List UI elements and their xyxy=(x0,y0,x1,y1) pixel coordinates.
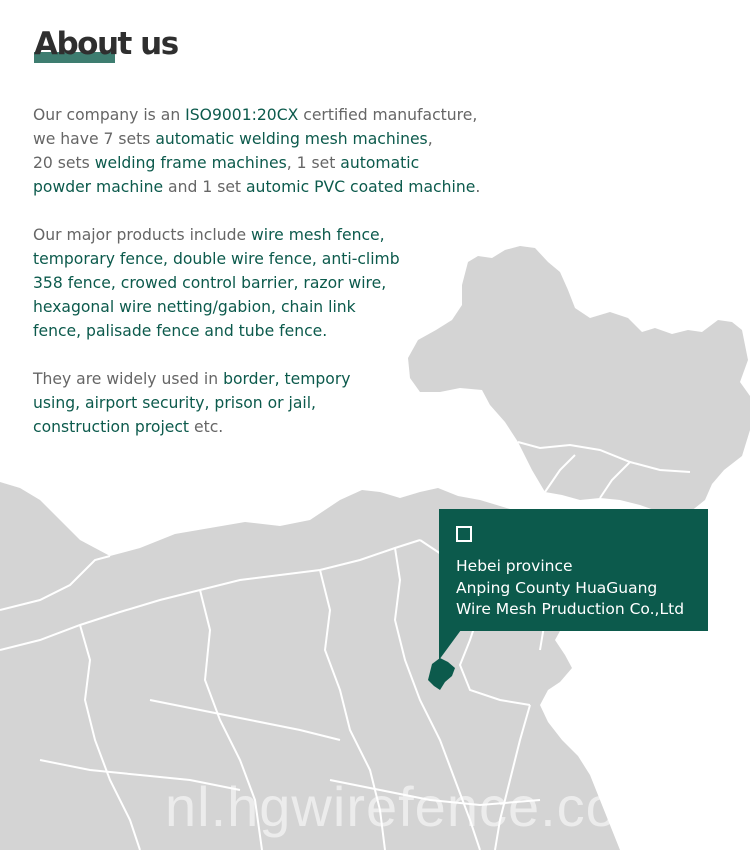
watermark: nl.hgwirefence.com xyxy=(165,775,666,838)
page-title: About us xyxy=(34,26,178,62)
highlighted-text: automatic welding mesh machines xyxy=(155,130,428,148)
paragraph xyxy=(33,223,513,343)
body-text: and 1 set xyxy=(163,178,246,196)
company-description xyxy=(33,103,513,463)
body-text: Our major products include xyxy=(33,226,252,244)
callout-pointer xyxy=(439,630,461,660)
highlighted-text: automatic xyxy=(340,154,420,172)
highlighted-text: ISO9001:20CX xyxy=(185,106,299,124)
body-text: Our company is an xyxy=(33,106,186,124)
body-text: certified manufacture, xyxy=(298,106,478,124)
highlighted-text: construction project xyxy=(33,418,190,436)
highlighted-text: hexagonal wire netting/gabion, chain link xyxy=(33,298,356,316)
highlighted-text: welding frame machines xyxy=(94,154,287,172)
body-text: , xyxy=(427,130,433,148)
callout-line-company: Wire Mesh Pruduction Co.,Ltd xyxy=(456,600,685,618)
highlighted-text: fence, palisade fence and tube fence. xyxy=(33,322,328,340)
highlighted-text: powder machine xyxy=(33,178,164,196)
body-text: . xyxy=(475,178,481,196)
body-text: 20 sets xyxy=(33,154,95,172)
highlighted-text: using, airport security, prison or jail, xyxy=(33,394,316,412)
highlighted-text: wire mesh fence, xyxy=(251,226,385,244)
paragraph xyxy=(33,103,513,199)
highlighted-text: border, tempory xyxy=(223,370,351,388)
highlighted-text: 358 fence, crowed control barrier, razor wire, xyxy=(33,274,387,292)
heading xyxy=(34,22,178,66)
highlighted-text: temporary fence, double wire fence, anti-climb xyxy=(33,250,400,268)
square-outline-icon xyxy=(456,526,472,542)
body-text: etc. xyxy=(189,418,224,436)
callout-line-province: Hebei province xyxy=(456,557,573,575)
body-text: we have 7 sets xyxy=(33,130,156,148)
callout-line-county: Anping County HuaGuang xyxy=(456,578,658,597)
paragraph xyxy=(33,367,513,439)
location-callout xyxy=(439,509,708,631)
body-text: They are widely used in xyxy=(33,370,224,388)
highlighted-text: automic PVC coated machine xyxy=(246,178,476,196)
body-text: , 1 set xyxy=(286,154,341,172)
